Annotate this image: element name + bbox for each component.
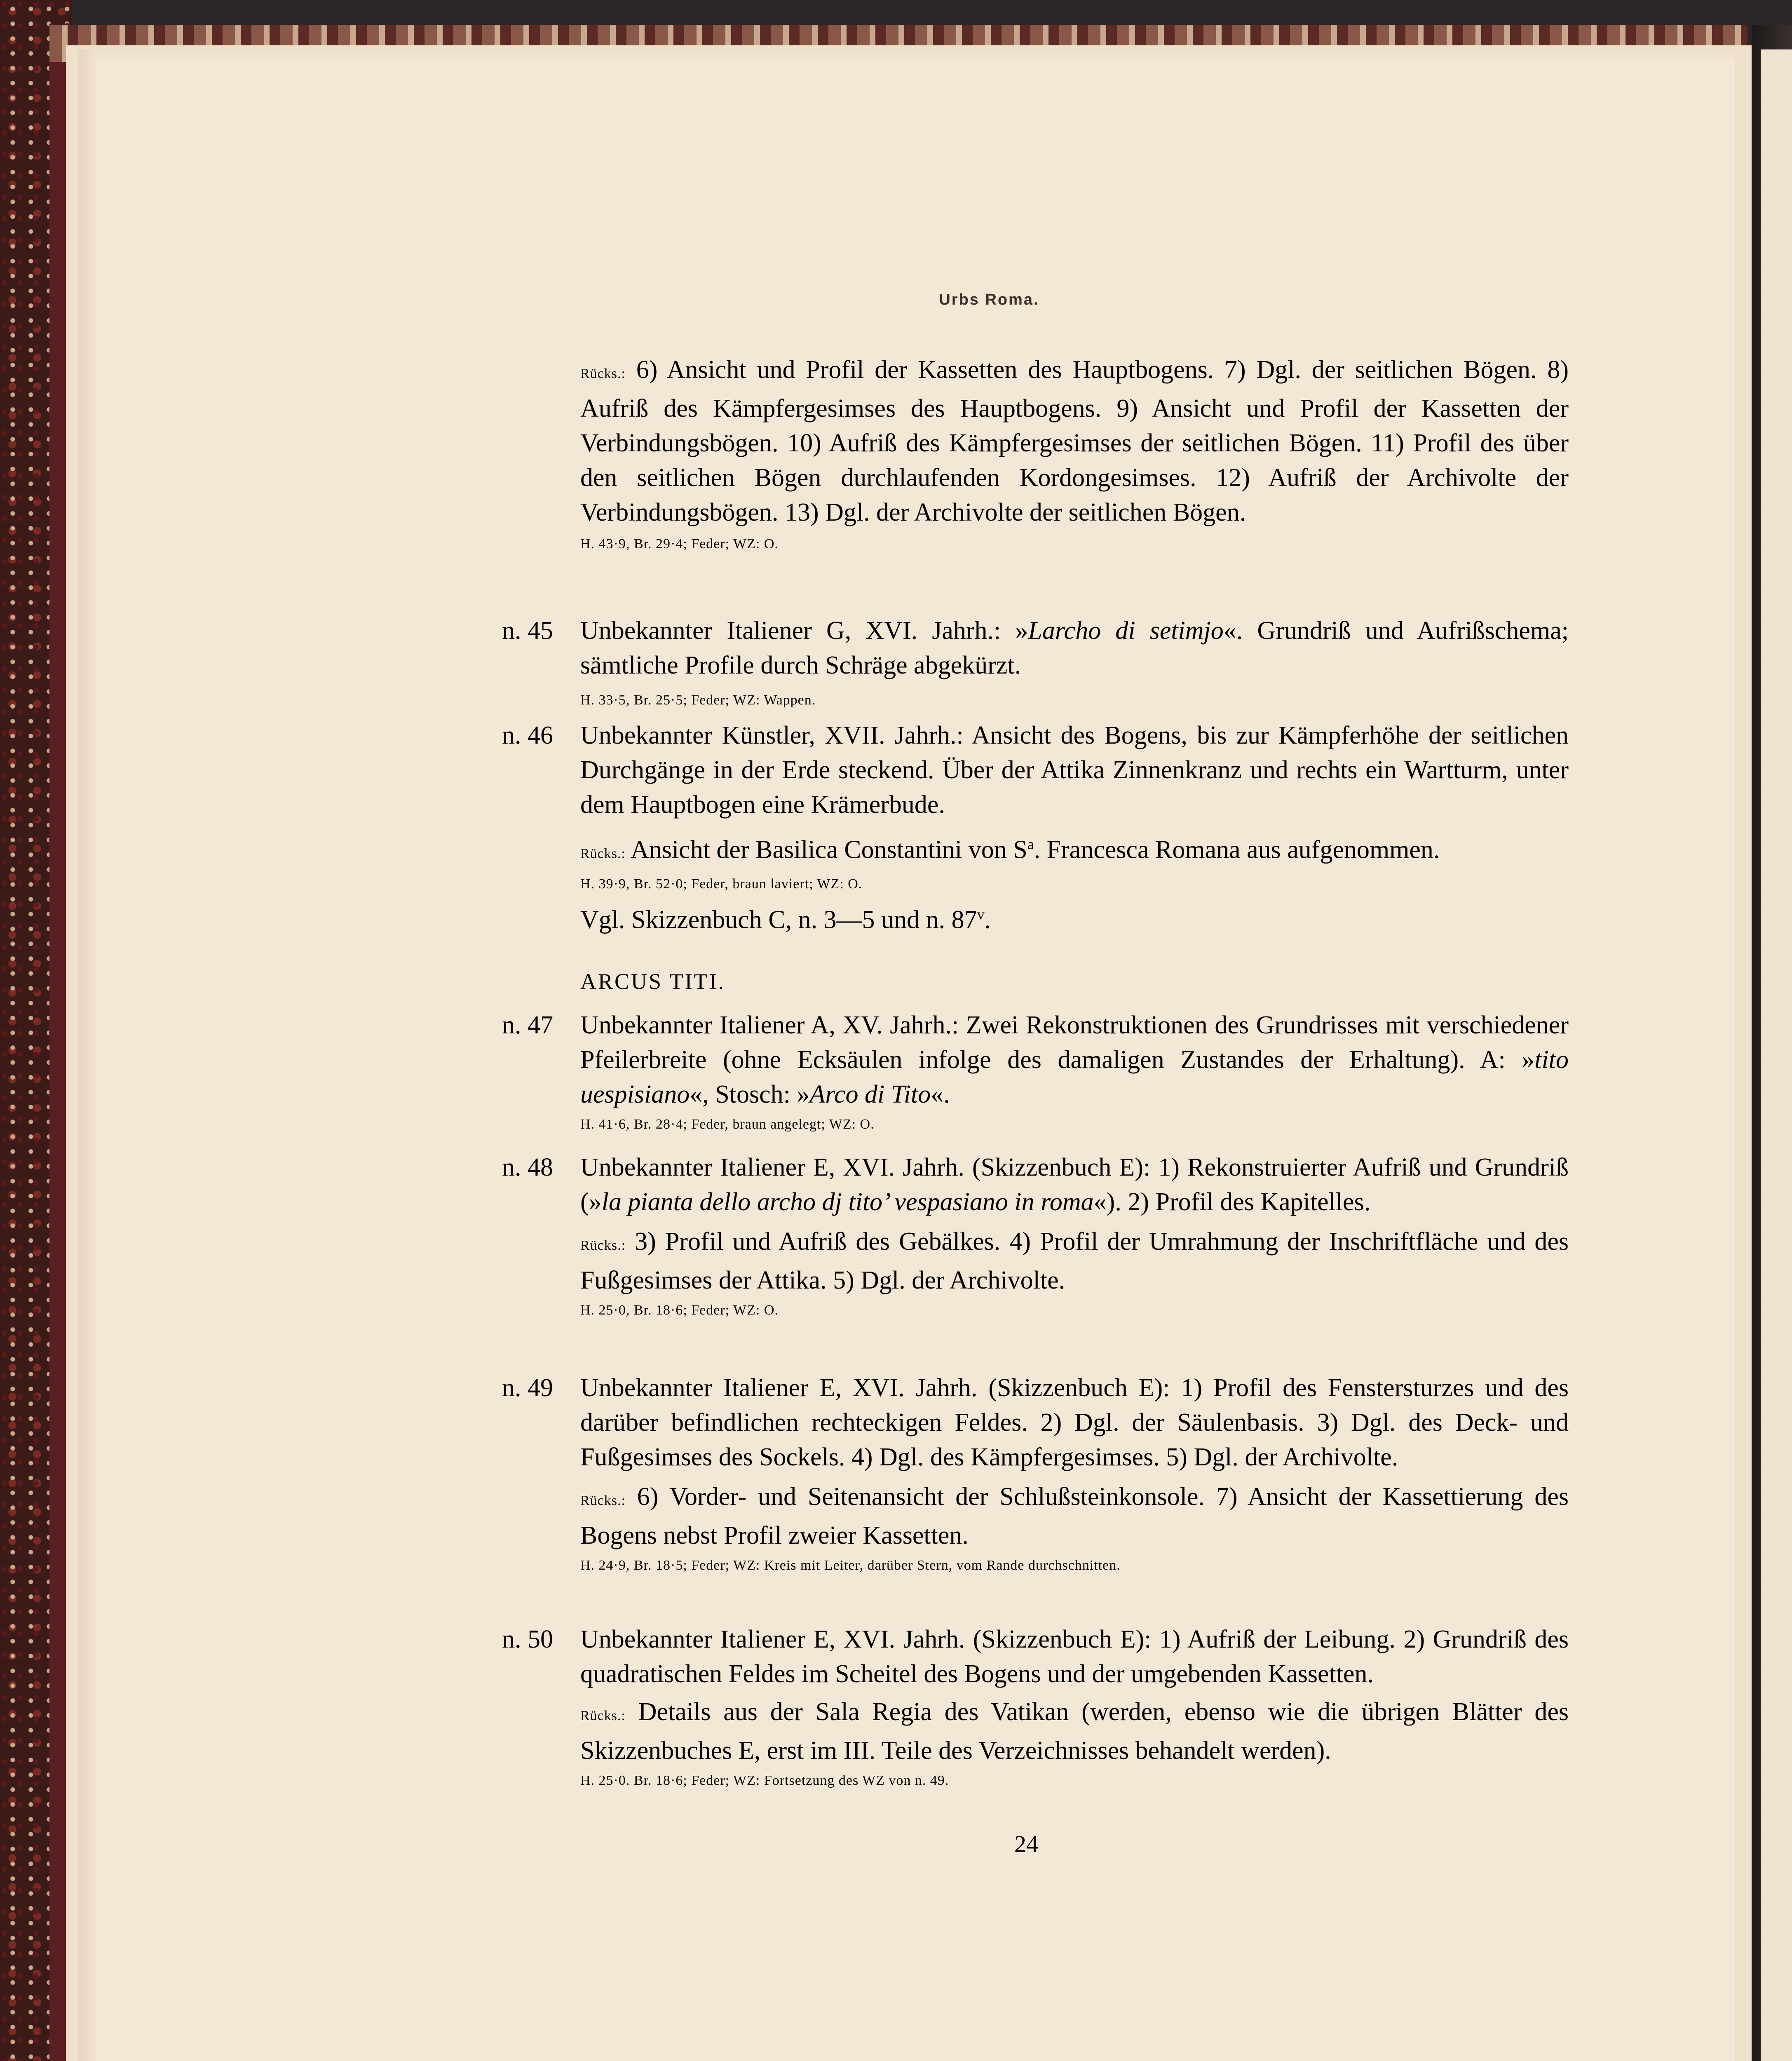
entry-49 xyxy=(580,1371,1569,1576)
entry-48-text-b: «). 2) Profil des Kapitelles. xyxy=(1093,1188,1371,1216)
entry-49-verso xyxy=(580,1479,1569,1553)
entry-49-text: Unbekannter Italiener E, XVI. Jahrh. (Skizzenbuch E): 1) Profil des Fenstersturzes und des darüber befindlichen rechteckigen Feldes. 2) Dgl. der Säulenbasis. 3) Dgl. des Deck- und Fußgesimses des Sockels. 4) Dgl. des Kämpfergesimses. 5) Dgl. der Archivolte. xyxy=(580,1374,1569,1471)
entry-47-title-1: tito uespisiano xyxy=(580,1046,1569,1108)
entry-46 xyxy=(580,718,1569,937)
entry-47 xyxy=(580,1008,1569,1135)
entry-50-text: Unbekannter Italiener E, XVI. Jahrh. (Skizzenbuch E): 1) Aufriß der Leibung. 2) Grundriß des quadratischen Feldes im Scheitel des Bogens und der umgebenden Kassetten. xyxy=(580,1625,1569,1688)
entry-50-verso xyxy=(580,1695,1569,1768)
entry-45-text xyxy=(580,613,1569,683)
entry-number-50: n. 50 xyxy=(502,1625,553,1653)
entry-45-meta: H. 33·5, Br. 25·5; Feder; WZ: Wappen. xyxy=(580,692,816,708)
entry-number-49: n. 49 xyxy=(502,1374,553,1402)
entry-48-verso xyxy=(580,1224,1569,1298)
entry-49-verso-text: 6) Vorder- und Seitenansicht der Schlußsteinkonsole. 7) Ansicht der Kassettierung des Bogens nebst Profil zweier Kassetten. xyxy=(580,1483,1569,1549)
entry-47-text-b: «. xyxy=(931,1080,950,1108)
running-head: Urbs Roma. xyxy=(939,291,1039,308)
entry-45-text-b: «. Grundriß und Aufrißschema; sämtliche Profile durch Schräge abgekürzt. xyxy=(580,617,1569,679)
entry-number-47: n. 47 xyxy=(502,1011,553,1039)
verso-label: Rücks.: xyxy=(580,1708,626,1723)
entry-48-title: la pianta dello archo dj tito’ vespasiano in roma xyxy=(601,1188,1094,1216)
entry-46-verso-sup: a xyxy=(1027,836,1034,852)
entry-46-ref-a: Vgl. Skizzenbuch C, n. 3—5 und n. 87 xyxy=(580,906,977,934)
intro-block xyxy=(580,352,1569,554)
entry-47-meta: H. 41·6, Br. 28·4; Feder, braun angelegt; WZ: O. xyxy=(580,1117,875,1132)
entry-45-title: Larcho di setimjo xyxy=(1028,617,1224,645)
entry-46-meta: H. 39·9, Br. 52·0; Feder, braun laviert; WZ: O. xyxy=(580,876,863,892)
intro-text: 6) Ansicht und Profil der Kassetten des Hauptbogens. 7) Dgl. der seitlichen Bögen. 8) Aufriß des Kämpfergesimses des Hauptbogens. 9) Ansicht und Profil der Kassetten der Verbindungsbögen. 10) Aufriß des Kämpfergesimses der seitlichen Bögen. 11) Profil des über den seitlichen Bögen durchlaufenden Kordongesimses. 12) Aufriß der Archivolte der Verbindungsbögen. 13) Dgl. der Archivolte der seitlichen Bögen. xyxy=(580,356,1569,526)
entry-48 xyxy=(580,1150,1569,1321)
verso-label: Rücks.: xyxy=(580,1493,626,1508)
entry-48-text xyxy=(580,1150,1569,1219)
entry-45 xyxy=(580,613,1569,711)
verso-label: Rücks.: xyxy=(580,846,626,861)
intro-meta: H. 43·9, Br. 29·4; Feder; WZ: O. xyxy=(580,536,779,552)
facing-page-edge xyxy=(1761,49,1792,2061)
entry-46-ref-b: . xyxy=(984,906,991,934)
entry-50-verso-text: Details aus der Sala Regia des Vatikan (werden, ebenso wie die übrigen Blätter des Skizzenbuches E, erst im III. Teile des Verzeichnisses behandelt werden). xyxy=(580,1698,1569,1765)
entry-50-meta: H. 25·0. Br. 18·6; Feder; WZ: Fortsetzung des WZ von n. 49. xyxy=(580,1773,949,1788)
entry-46-ref-sup: v xyxy=(977,906,985,923)
verso-label: Rücks.: xyxy=(580,1238,626,1253)
entry-48-verso-text: 3) Profil und Aufriß des Gebälkes. 4) Profil der Umrahmung der Inschriftfläche und des Fußgesimses der Attika. 5) Dgl. der Archivolte. xyxy=(580,1228,1569,1294)
entry-49-meta: H. 24·9, Br. 18·5; Feder; WZ: Kreis mit Leiter, darüber Stern, vom Rande durchschnitten. xyxy=(580,1558,1121,1573)
intro-paragraph xyxy=(580,352,1569,530)
entry-47-text-a: Unbekannter Italiener A, XV. Jahrh.: Zwei Rekonstruktionen des Grundrisses mit verschiedener Pfeilerbreite (ohne Ecksäulen infolge des damaligen Zustandes der Erhaltung). A: » xyxy=(580,1011,1569,1074)
entry-47-title-2: Arco di Tito xyxy=(809,1080,931,1108)
entry-46-text: Unbekannter Künstler, XVII. Jahrh.: Ansicht des Bogens, bis zur Kämpferhöhe der seitlichen Durchgänge in der Erde steckend. Über der Attika Zinnenkranz und rechts ein Wartturm, unter dem Hauptbogen eine Krämerbude. xyxy=(580,721,1569,819)
entry-46-verso xyxy=(580,827,1569,871)
entry-48-meta: H. 25·0, Br. 18·6; Feder; WZ: O. xyxy=(580,1303,779,1318)
entry-48-text-a: Unbekannter Italiener E, XVI. Jahrh. (Skizzenbuch E): 1) Rekonstruierter Aufriß und Grundriß (» xyxy=(580,1153,1569,1216)
entry-46-verso-a: Ansicht der Basilica Constantini von S xyxy=(631,836,1027,864)
entry-46-verso-b: . Francesca Romana aus aufgenommen. xyxy=(1034,836,1440,864)
entry-50 xyxy=(580,1622,1569,1791)
entry-number-46: n. 46 xyxy=(502,721,553,749)
entry-45-text-a: Unbekannter Italiener G, XVI. Jahrh.: » xyxy=(580,617,1028,645)
section-heading: ARCUS TITI. xyxy=(580,969,726,994)
entry-number-48: n. 48 xyxy=(502,1153,553,1181)
entry-number-45: n. 45 xyxy=(502,617,553,645)
section-heading-block xyxy=(580,969,1569,994)
page-number: 24 xyxy=(1014,1831,1038,1857)
verso-label: Rücks.: xyxy=(580,366,626,381)
entry-47-text xyxy=(580,1008,1569,1112)
entry-47-text-m: «, Stosch: » xyxy=(690,1080,810,1108)
entry-46-ref xyxy=(580,897,1569,937)
